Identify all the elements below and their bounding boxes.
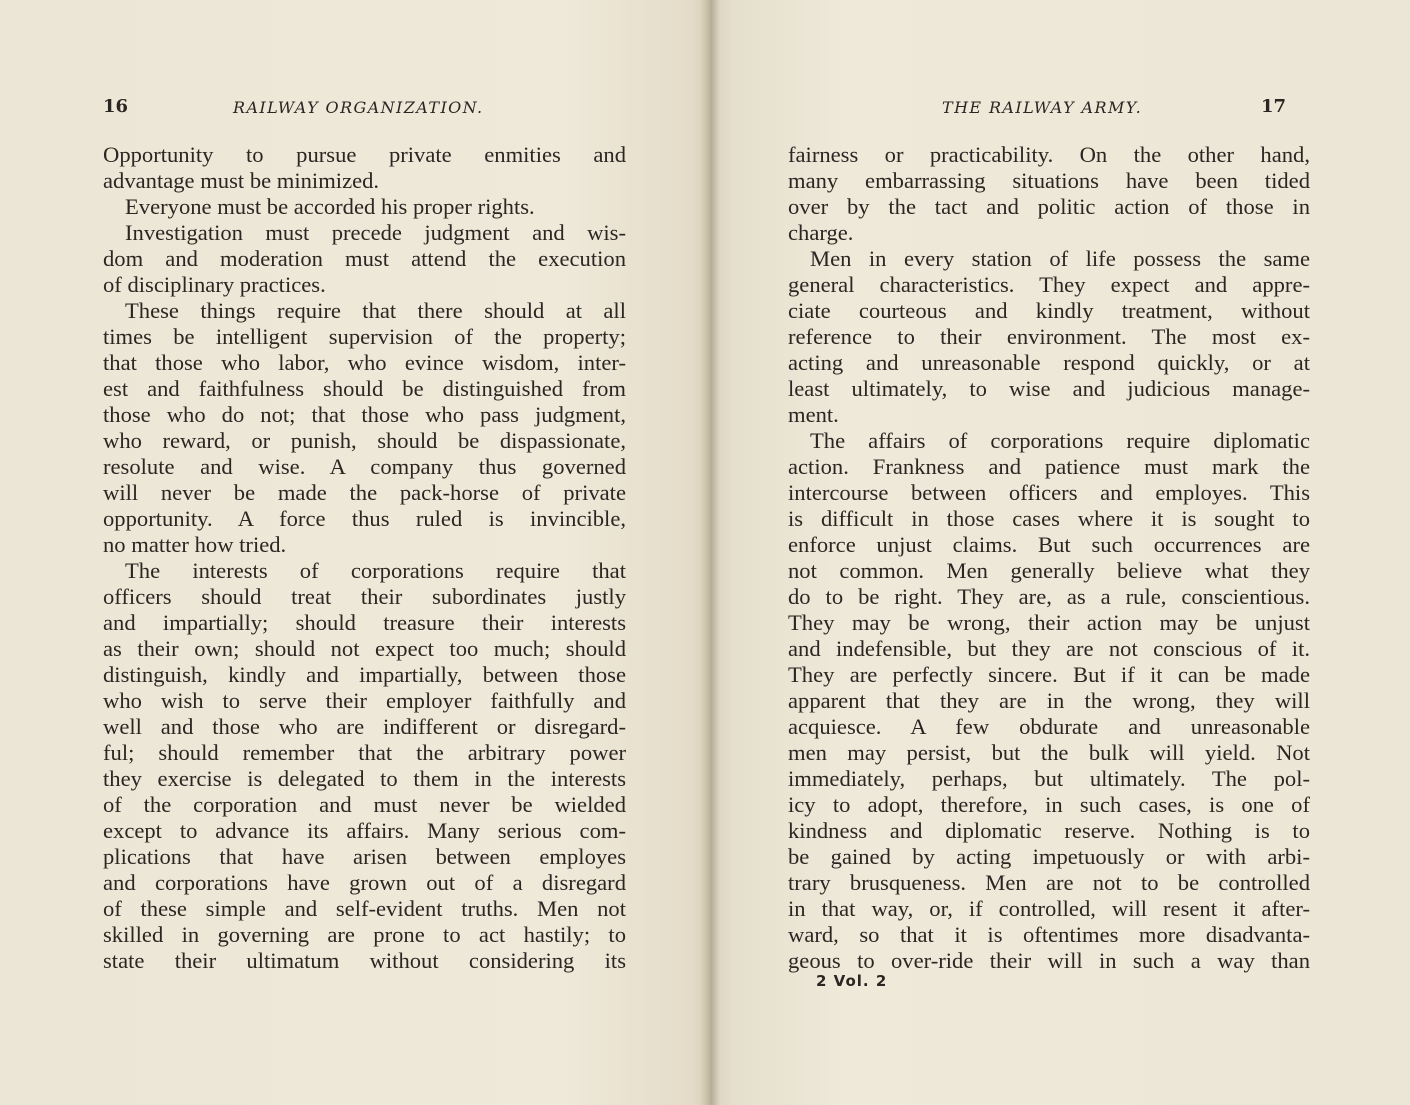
text-line: The interests of corporations require that xyxy=(125,558,626,583)
text-line: advantage must be minimized. xyxy=(103,168,380,193)
text-line: ward, so that it is oftentimes more disadvanta- xyxy=(788,922,1310,947)
text-line: except to advance its affairs. Many serious com- xyxy=(103,818,626,843)
text-line: These things require that there should at all xyxy=(125,298,626,323)
text-line: enforce unjust claims. But such occurrences are xyxy=(788,532,1310,557)
text-line: men may persist, but the bulk will yield. Not xyxy=(788,740,1310,765)
text-line: be gained by acting impetuously or with arbi- xyxy=(788,844,1310,869)
page-number: 17 xyxy=(1261,96,1287,117)
text-line: no matter how tried. xyxy=(103,532,287,557)
text-line: and indefensible, but they are not conscious of it. xyxy=(788,636,1310,661)
text-line: they exercise is delegated to them in the interests xyxy=(103,766,626,791)
paragraph xyxy=(103,142,626,194)
text-line: will never be made the pack-horse of private xyxy=(103,480,626,505)
text-line: of these simple and self-evident truths. Men not xyxy=(103,896,626,921)
text-line: times be intelligent supervision of the property; xyxy=(103,324,626,349)
text-line: They are perfectly sincere. But if it can be made xyxy=(788,662,1310,687)
text-line: and impartially; should treasure their interests xyxy=(103,610,626,635)
text-line: action. Frankness and patience must mark the xyxy=(788,454,1310,479)
text-line: dom and moderation must attend the execution xyxy=(103,246,626,271)
text-line: kindness and diplomatic reserve. Nothing is to xyxy=(788,818,1310,843)
text-line: immediately, perhaps, but ultimately. The pol- xyxy=(788,766,1310,791)
text-line: Men in every station of life possess the same xyxy=(810,246,1310,271)
text-line: over by the tact and politic action of those in xyxy=(788,194,1310,219)
text-line: ciate courteous and kindly treatment, without xyxy=(788,298,1310,323)
text-line: that those who labor, who evince wisdom, inter- xyxy=(103,350,626,375)
text-line: many embarrassing situations have been tided xyxy=(788,168,1310,193)
text-line: ment. xyxy=(788,402,839,427)
paragraph xyxy=(788,142,1310,246)
page-number: 16 xyxy=(103,96,129,117)
paragraph xyxy=(788,428,1310,974)
text-line: of disciplinary practices. xyxy=(103,272,326,297)
text-line: geous to over-ride their will in such a way than xyxy=(788,948,1310,973)
text-line: not common. Men generally believe what they xyxy=(788,558,1310,583)
text-line: plications that have arisen between employes xyxy=(103,844,626,869)
text-line: intercourse between officers and employes. This xyxy=(788,480,1310,505)
text-line: in that way, or, if controlled, will resent it after- xyxy=(788,896,1310,921)
text-line: skilled in governing are prone to act hastily; to xyxy=(103,922,626,947)
text-line: acquiesce. A few obdurate and unreasonable xyxy=(788,714,1310,739)
paragraph xyxy=(103,220,626,298)
running-head: RAILWAY ORGANIZATION. xyxy=(233,98,484,117)
text-line: icy to adopt, therefore, in such cases, is one of xyxy=(788,792,1310,817)
text-line: distinguish, kindly and impartially, between those xyxy=(103,662,626,687)
signature-mark: 2 Vol. 2 xyxy=(816,972,888,990)
text-line: those who do not; that those who pass judgment, xyxy=(103,402,626,427)
text-line: who wish to serve their employer faithfully and xyxy=(103,688,626,713)
text-line: is difficult in those cases where it is sought to xyxy=(788,506,1310,531)
text-line: opportunity. A force thus ruled is invincible, xyxy=(103,506,626,531)
text-line: officers should treat their subordinates justly xyxy=(103,584,626,609)
paragraph xyxy=(103,298,626,558)
text-line: Everyone must be accorded his proper rights. xyxy=(125,194,535,219)
text-line: charge. xyxy=(788,220,854,245)
text-line: as their own; should not expect too much; should xyxy=(103,636,626,661)
text-line: The affairs of corporations require diplomatic xyxy=(810,428,1310,453)
text-line: Investigation must precede judgment and wis- xyxy=(125,220,626,245)
right-page xyxy=(705,0,1410,1105)
page-body-text xyxy=(103,142,626,974)
text-line: est and faithfulness should be distinguished from xyxy=(103,376,626,401)
paragraph xyxy=(103,194,626,220)
text-line: reference to their environment. The most ex- xyxy=(788,324,1310,349)
text-line: fairness or practicability. On the other hand, xyxy=(788,142,1310,167)
text-line: least ultimately, to wise and judicious manage- xyxy=(788,376,1310,401)
text-line: Opportunity to pursue private enmities and xyxy=(103,142,626,167)
text-line: trary brusqueness. Men are not to be controlled xyxy=(788,870,1310,895)
text-line: ful; should remember that the arbitrary power xyxy=(103,740,626,765)
text-line: general characteristics. They expect and appre- xyxy=(788,272,1310,297)
paragraph xyxy=(788,246,1310,428)
text-line: and corporations have grown out of a disregard xyxy=(103,870,626,895)
text-line: resolute and wise. A company thus governed xyxy=(103,454,626,479)
text-line: acting and unreasonable respond quickly, or at xyxy=(788,350,1310,375)
text-line: state their ultimatum without considering its xyxy=(103,948,626,973)
text-line: They may be wrong, their action may be unjust xyxy=(788,610,1310,635)
text-line: apparent that they are in the wrong, they will xyxy=(788,688,1310,713)
paragraph xyxy=(103,558,626,974)
page-body-text xyxy=(788,142,1310,974)
text-line: who reward, or punish, should be dispassionate, xyxy=(103,428,626,453)
running-head: THE RAILWAY ARMY. xyxy=(942,98,1143,117)
text-line: well and those who are indifferent or disregard- xyxy=(103,714,626,739)
text-line: do to be right. They are, as a rule, conscientious. xyxy=(788,584,1310,609)
text-line: of the corporation and must never be wielded xyxy=(103,792,626,817)
